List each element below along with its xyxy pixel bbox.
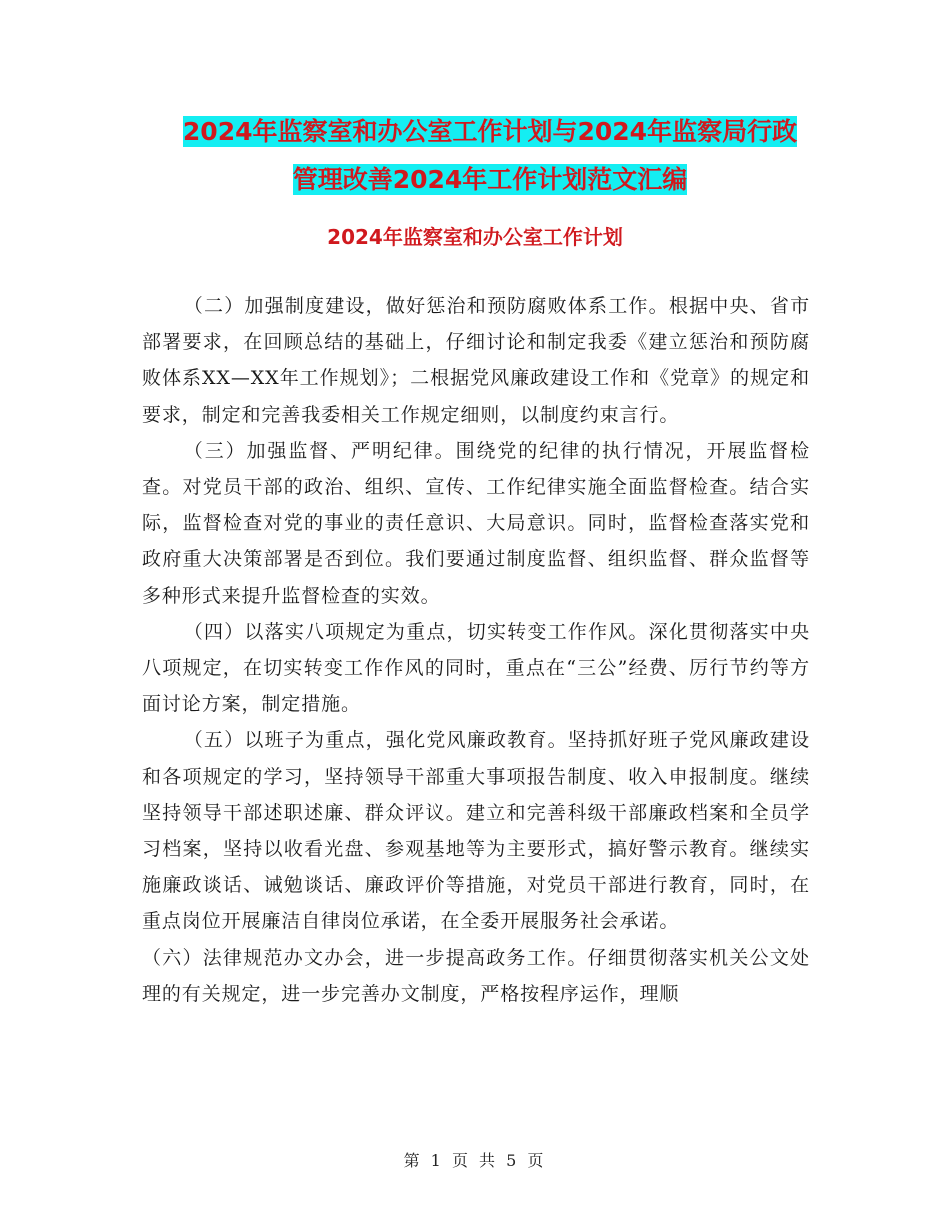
paragraph-6: （六）法律规范办文办会，进一步提高政务工作。仔细贯彻落实机关公文处理的有关规定，进一步完善办文制度，严格按程序运作，理顺: [142, 946, 810, 1005]
paragraph-2: （二）加强制度建设，做好惩治和预防腐败体系工作。根据中央、省市部署要求，在回顾总结的基础上，仔细讨论和制定我委《建立惩治和预防腐败体系XX—XX年工作规划》；二根据党风廉政建设工作和《党章》的规定和要求，制定和完善我委相关工作规定细则，以制度约束言行。: [142, 295, 810, 426]
page-footer: 第 1 页 共 5 页: [403, 1151, 547, 1170]
section-title: 2024年监察室和办公室工作计划: [327, 225, 623, 249]
document-title-line-2: 管理改善2024年工作计划范文汇编: [292, 165, 688, 194]
document-title-line-1: 2024年监察室和办公室工作计划与2024年监察局行政: [182, 117, 798, 146]
paragraph-5: （五）以班子为重点，强化党风廉政教育。坚持抓好班子党风廉政建设和各项规定的学习，坚持领导干部重大事项报告制度、收入申报制度。继续坚持领导干部述职述廉、群众评议。建立和完善科级干部廉政档案和全员学习档案，坚持以收看光盘、参观基地等为主要形式，搞好警示教育。继续实施廉政谈话、诫勉谈话、廉政评价等措施，对党员干部进行教育，同时，在重点岗位开展廉洁自律岗位承诺，在全委开展服务社会承诺。: [142, 729, 810, 933]
document-title: [140, 108, 840, 204]
document-body: [142, 288, 810, 1012]
paragraph-4: （四）以落实八项规定为重点，切实转变工作作风。深化贯彻落实中央八项规定，在切实转变工作作风的同时，重点在“三公”经费、厉行节约等方面讨论方案，制定措施。: [142, 620, 810, 716]
paragraph-3: （三）加强监督、严明纪律。围绕党的纪律的执行情况，开展监督检查。对党员干部的政治、组织、宣传、工作纪律实施全面监督检查。结合实际，监督检查对党的事业的责任意识、大局意识。同时，监督检查落实党和政府重大决策部署是否到位。我们要通过制度监督、组织监督、群众监督等多种形式来提升监督检查的实效。: [142, 439, 810, 607]
